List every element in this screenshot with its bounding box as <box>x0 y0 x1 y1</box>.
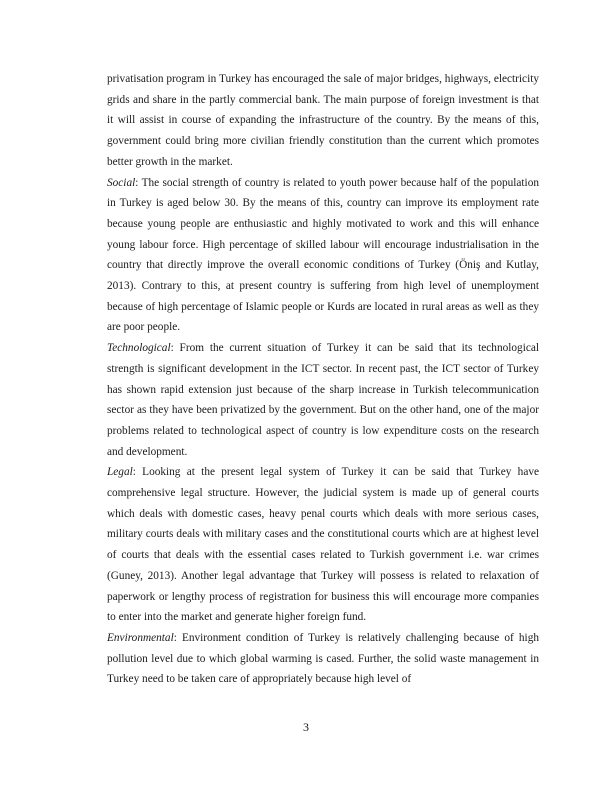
paragraph-heading: Legal <box>107 466 133 479</box>
paragraph-legal <box>107 462 539 628</box>
paragraph-environmental <box>107 628 539 690</box>
paragraph-text: : The social strength of country is related to youth power because half of the population in Turkey is aged below 30. By the means of this, country can improve its employment rate because young people are enthusiastic and highly motivated to work and this will enhance young labour force. High percentage of skilled labour will encourage industrialisation in the country that directly improve the overall economic conditions of Turkey (Öniş and Kutlay, 2013). Contrary to this, at present country is suffering from high level of unemployment because of high percentage of Islamic people or Kurds are located in rural areas as well as they are poor people. <box>107 176 539 334</box>
paragraph-text: : From the current situation of Turkey it can be said that its technological strength is significant development in the ICT sector. In recent past, the ICT sector of Turkey has shown rapid extension just because of the sharp increase in Turkish telecommunication sector as they have been privatized by the government. But on the other hand, one of the major problems related to technological aspect of country is low expenditure costs on the research and development. <box>107 342 539 458</box>
paragraph-text: : Environment condition of Turkey is relatively challenging because of high pollution level due to which global warming is cased. Further, the solid waste management in Turkey need to be taken care of appropriately because high level of <box>107 631 539 686</box>
paragraph-social <box>107 173 539 339</box>
paragraph-heading: Social <box>107 176 136 189</box>
paragraph-text: privatisation program in Turkey has encouraged the sale of major bridges, highways, electricity grids and share in the partly commercial bank. The main purpose of foreign investment is that it will assist in course of expanding the infrastructure of the country. By the means of this, government could bring more civilian friendly constitution than the current which promotes better growth in the market. <box>107 73 539 168</box>
paragraph-heading: Technological <box>107 342 171 355</box>
page-number: 3 <box>303 720 309 734</box>
paragraph-technological <box>107 338 539 462</box>
paragraph-heading: Environmental <box>107 631 174 644</box>
paragraph-privatisation <box>107 69 539 173</box>
paragraph-text: : Looking at the present legal system of Turkey it can be said that Turkey have comprehensive legal structure. However, the judicial system is made up of general courts which deals with domestic cases, heavy penal courts which deals with more serious cases, military courts deals with military cases and the constitutional courts which are at highest level of courts that deals with the essential cases related to Turkish government i.e. war crimes (Guney, 2013). Another legal advantage that Turkey will possess is related to relaxation of paperwork or lengthy process of registration for business this will encourage more companies to enter into the market and generate higher foreign fund. <box>107 466 539 624</box>
body-text <box>107 69 539 690</box>
